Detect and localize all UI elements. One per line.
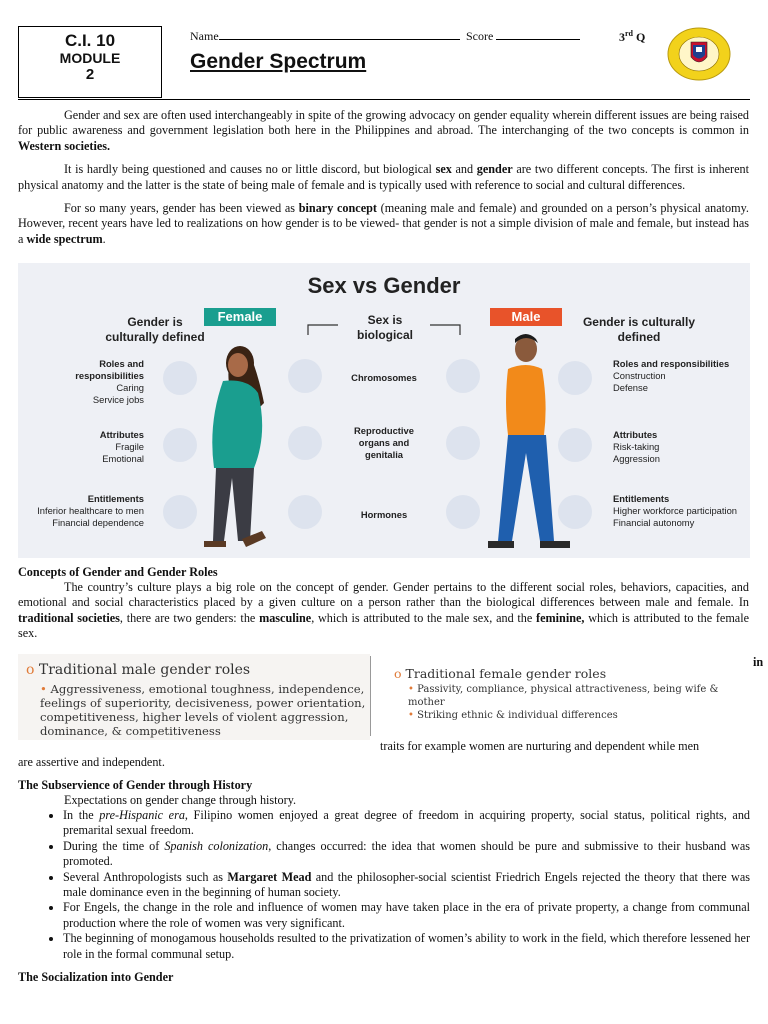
concepts-heading: Concepts of Gender and Gender Roles: [18, 565, 218, 579]
quarter-label: 3rd Q: [619, 29, 646, 44]
header-rule: [18, 99, 750, 100]
hormone-molecule-icon-left: [288, 495, 322, 529]
history-bullet-4: • For Engels, the change in the role and influence of women may have taken place in the era of private property, a change from communal production where the role of women was very significant.: [63, 900, 750, 931]
female-roles-item-1: • Passivity, compliance, physical attractiveness, being wife & mother: [408, 684, 719, 708]
page-title: Gender Spectrum: [190, 50, 367, 73]
right-item-attributes: Attributes Risk-taking Aggression: [613, 429, 660, 464]
male-organ-icon: [446, 426, 480, 460]
perfume-icon: [163, 428, 197, 462]
left-heading: Gender is culturally defined: [105, 315, 205, 344]
left-item-attributes: Attributes Fragile Emotional: [99, 429, 144, 464]
module-box: [18, 26, 162, 98]
history-bullet-3: • Several Anthropologists such as Margaret Mead and the philosopher-social scientist Friedrich Engels rejected the theory that there was male dominance even in the beginning of human society.: [63, 870, 750, 901]
uterus-icon: [288, 426, 322, 460]
score-field[interactable]: Score: [466, 29, 580, 44]
center-heading: Sex is biological: [356, 313, 413, 342]
sex-vs-gender-infographic: [18, 263, 750, 558]
course-code: C.I. 10: [64, 31, 116, 50]
coins-piggy-icon: [558, 495, 592, 529]
school-logo: [667, 27, 731, 81]
center-item-chromosomes: Chromosomes: [351, 372, 417, 383]
module-label: MODULE: [59, 50, 121, 66]
right-heading: Gender is culturally defined: [582, 315, 696, 344]
male-roles-text: • Aggressiveness, emotional toughness, independence, feelings of superiority, decisiveness, power orientation, competitiveness, higher levels of violent aggression, dominance, & competitiveness: [40, 682, 366, 738]
male-tag: Male: [490, 308, 562, 326]
boxing-glove-icon: [558, 428, 592, 462]
right-item-roles: Roles and responsibilities Construction Defense: [613, 358, 730, 393]
intro-paragraph-2: It is hardly being questioned and causes no or little discord, but biological sex and gender are two different concepts. The first is inherent physical anatomy and the latter is the state of being male of female and is typically used with reference to social and cultural differences.: [18, 162, 749, 192]
male-roles-box: [18, 654, 370, 740]
center-item-hormones: Hormones: [360, 509, 408, 520]
intro-section: [18, 108, 749, 247]
name-field[interactable]: Name: [190, 29, 460, 44]
piggy-bank-icon: [163, 495, 197, 529]
traits-line: traits for example women are nurturing and dependent while men: [380, 739, 700, 753]
concepts-paragraph: The country’s culture plays a big role on the concept of gender. Gender pertains to the different social roles, behaviors, capacities, and emotional and social characteristics placed by a given culture on a person rather than the biological differences between male and female. In traditional societies, there are two genders: the masculine, which is attributed to the male sex, and the feminine, which is attributed to the female sex.: [18, 580, 749, 641]
nurse-cap-icon: [163, 361, 197, 395]
infographic-title: Sex vs Gender: [307, 273, 461, 298]
hormone-molecule-icon-right: [446, 495, 480, 529]
right-item-entitlements: Entitlements Higher workforce participation Financial autonomy: [613, 493, 738, 528]
module-number: 2: [85, 66, 95, 83]
history-list: [18, 808, 750, 962]
hammer-icon: [558, 361, 592, 395]
traits-line-2: are assertive and independent.: [18, 755, 165, 769]
center-item-reproductive: Reproductive organs and genitalia: [354, 425, 414, 460]
history-intro: Expectations on gender change through history.: [64, 793, 297, 807]
history-bullet-2: • During the time of Spanish colonization, changes occurred: the idea that women should be pure and submissive to their husband was promoted.: [63, 839, 750, 870]
female-tag: Female: [204, 308, 276, 326]
intro-paragraph-1: Gender and sex are often used interchangeably in spite of the growing advocacy on gender equality wherein different issues are being raised for public awareness and government legislation both here in the Philippines and abroad. The interchanging of the two concepts is common in Western societies.: [18, 108, 749, 153]
history-bullet-1: • In the pre-Hispanic era, Filipino women enjoyed a great degree of freedom in acquiring property, social status, political rights, and premarital sexual freedom.: [63, 808, 750, 839]
history-bullet-5: • The beginning of monogamous households resulted to the privatization of women’s ability to work in the field, which therefore lessened her role in the formal communal setup.: [63, 931, 750, 962]
history-heading: The Subservience of Gender through History: [18, 778, 253, 792]
intro-paragraph-3: For so many years, gender has been viewed as binary concept (meaning male and female) and grounded on a person’s physical anatomy. However, recent years have led to realizations on how gender is to be viewed- that gender is not a simple division of male and female, but instead has a wide spectrum.: [18, 201, 749, 246]
stray-in: in: [753, 655, 764, 669]
left-item-roles: Roles and responsibilities Caring Service jobs: [75, 358, 144, 405]
socialization-heading: The Socialization into Gender: [18, 970, 174, 984]
roles-divider: [370, 656, 371, 736]
female-figure-icon: [204, 346, 266, 547]
female-roles-heading: o Traditional female gender roles: [394, 666, 607, 681]
left-item-entitlements: Entitlements Inferior healthcare to men Financial dependence: [37, 493, 144, 528]
female-roles-box: [376, 660, 751, 732]
female-roles-item-2: • Striking ethnic & individual differences: [408, 710, 618, 721]
male-roles-heading: o Traditional male gender roles: [26, 662, 251, 678]
chromosome-icon-right: [446, 359, 480, 393]
chromosome-icon-left: [288, 359, 322, 393]
